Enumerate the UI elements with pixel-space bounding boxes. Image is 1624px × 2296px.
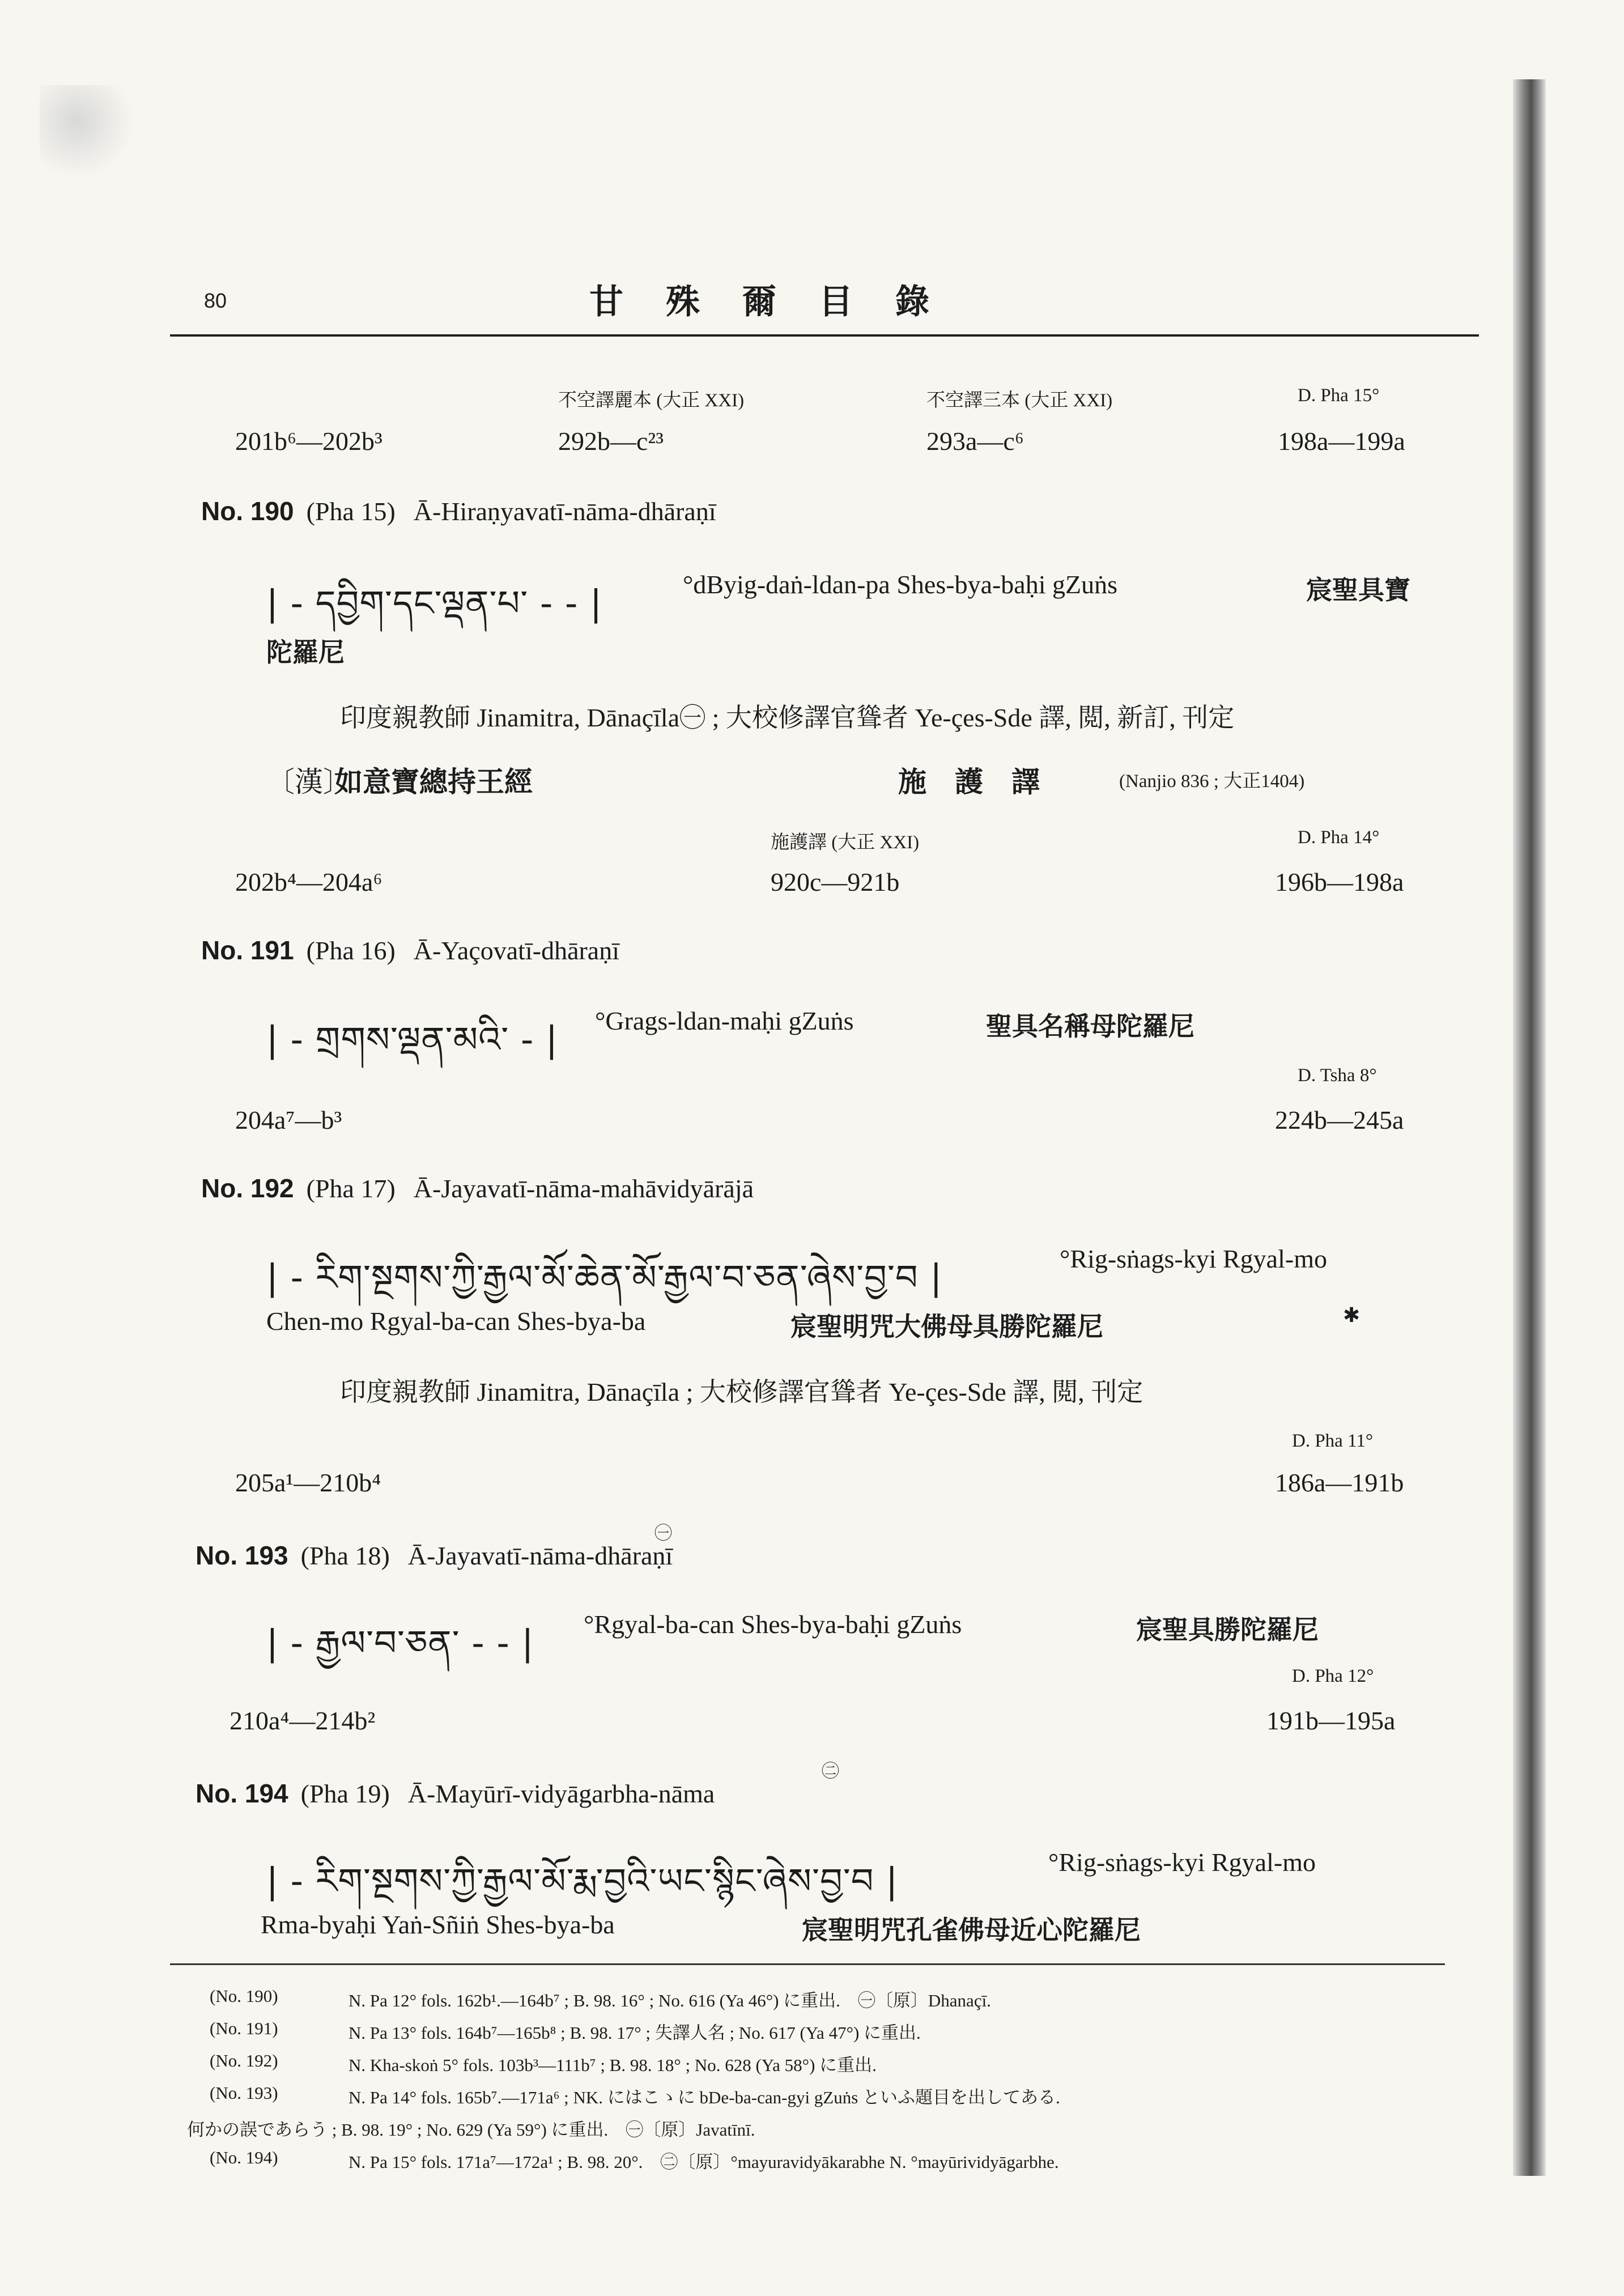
tibetan-title: | - རྒྱལ་བ་ཅན་ - - | [266,1622,534,1664]
entry-heading [201,496,716,526]
transliteration-cont: Rma-byaḥi Yaṅ-Sñiṅ Shes-bya-ba [261,1910,615,1939]
cjk-title-cont: 陀羅尼 [266,638,345,667]
cjk-title: 宸聖具寶 [1306,576,1410,605]
folio-range: 198a—199a [1278,427,1405,456]
transliteration: °Rig-sṅags-kyi Rgyal-mo [1060,1244,1327,1273]
ref-label: D. Pha 14° [1298,827,1380,848]
footnote-marker: ㊀ [654,1523,672,1543]
folio-range: 920c—921b [771,868,900,896]
footnote-divider [170,1963,1445,1965]
footnote-text: N. Pa 12° fols. 162b¹.—164b⁷ ; B. 98. 16° ; No. 616 (Ya 46°) に重出. ㊀〔原〕Dhanaçī. [348,1991,991,2010]
han-reference: (Nanjio 836 ; 大正1404) [1119,771,1305,792]
footnote-continuation: 何かの誤であらう ; B. 98. 19° ; No. 629 (Ya 59°) に重出. ㊀〔原〕Javatīnī. [187,2120,755,2140]
folio-range: 292b—c²³ [558,427,664,456]
ref-label: D. Tsha 8° [1298,1065,1377,1086]
entry-sanskrit: Ā-Hiraṇyavatī-nāma-dhāraṇī [413,497,716,526]
entry-number: No. 194 [195,1779,288,1808]
footnote-label: (No. 192) [210,2051,278,2070]
folio-range: 293a—c⁶ [926,427,1024,456]
entry-heading [195,1778,715,1809]
footnote-label: (No. 191) [210,2018,278,2038]
entry-sanskrit: Ā-Jayavatī-nāma-mahāvidyārājā [413,1174,754,1203]
folio-range: 191b—195a [1266,1706,1396,1735]
folio-range: 224b—245a [1275,1106,1404,1134]
page-title: 甘 殊 爾 目 錄 [589,283,946,321]
ref-label: 施護譯 (大正 XXI) [771,832,920,853]
ref-label-2: 不空譯三本 (大正 XXI) [926,390,1113,411]
page-number: 80 [204,289,227,312]
entry-number: No. 192 [201,1173,294,1203]
page-edge-shadow [1513,79,1546,2176]
transliteration: °Rgyal-ba-can Shes-bya-baḥi gZuṅs [584,1610,962,1639]
cjk-title: 宸聖具勝陀羅尼 [1136,1615,1319,1644]
ref-label-1: 不空譯麗本 (大正 XXI) [558,390,745,411]
translator-line: 印度親教師 Jinamitra, Dānaçīla㊀ ; 大校修譯官聳者 Ye-çes-Sde 譯, 閲, 新訂, 刊定 [340,703,1235,732]
entry-number: No. 190 [201,496,294,526]
folio-range: 186a—191b [1275,1468,1404,1497]
ref-label: D. Pha 11° [1292,1431,1374,1451]
folio-range: 210a⁴—214b² [229,1706,376,1735]
han-tag: 〔漢〕 [266,766,351,798]
entry-pha: (Pha 15) [306,497,396,526]
ref-label-3: D. Pha 15° [1298,385,1380,406]
cjk-title: 宸聖明咒孔雀佛母近心陀羅尼 [802,1916,1141,1945]
footnote-text: N. Pa 15° fols. 171a⁷—172a¹ ; B. 98. 20°. ㊁〔原〕°mayuravidyākarabhe N. °mayūrividyāgarbhe. [348,2152,1059,2172]
han-title: 如意寶總持王經 [334,766,533,798]
transliteration-cont: Chen-mo Rgyal-ba-can Shes-bya-ba [266,1307,646,1336]
entry-pha: (Pha 16) [306,936,396,965]
tibetan-title: | - དབྱིག་དང་ལྡན་པ་ - - | [266,582,603,624]
transliteration: °dByig-daṅ-ldan-pa Shes-bya-baḥi gZuṅs [683,570,1117,599]
folio-range: 196b—198a [1275,868,1404,896]
footnote-text: N. Pa 14° fols. 165b⁷.—171a⁶ ; NK. にはこゝに bDe-ba-can-gyi gZuṅs といふ題目を出してある. [348,2087,1060,2107]
translator-line: 印度親教師 Jinamitra, Dānaçīla ; 大校修譯官聳者 Ye-çes-Sde 譯, 閲, 刊定 [340,1377,1143,1406]
footnote-text: N. Kha-skoṅ 5° fols. 103b³—111b⁷ ; B. 98. 18° ; No. 628 (Ya 58°) に重出. [348,2055,877,2075]
han-translator: 施 護 譯 [898,766,1040,798]
footnote-label: (No. 194) [210,2148,278,2167]
entry-sanskrit: Ā-Mayūrī-vidyāgarbha-nāma [407,1779,715,1808]
footnote-label: (No. 190) [210,1986,278,2006]
entry-sanskrit: Ā-Jayavatī-nāma-dhāraṇī [407,1541,673,1570]
footnote-text: N. Pa 13° fols. 164b⁷—165b⁸ ; B. 98. 17° ; 失譯人名 ; No. 617 (Ya 47°) に重出. [348,2023,921,2043]
entry-heading [195,1540,673,1571]
entry-pha: (Pha 18) [300,1541,390,1570]
transliteration: °Grags-ldan-maḥi gZuṅs [595,1006,854,1035]
asterisk-mark: ✱ [1343,1304,1361,1326]
cjk-title: 宸聖明咒大佛母具勝陀羅尼 [790,1312,1103,1341]
entry-number: No. 191 [201,936,294,965]
entry-pha: (Pha 17) [306,1174,396,1203]
folio-range: 202b⁴—204a⁶ [235,868,382,896]
entry-number: No. 193 [195,1541,288,1570]
header-divider [170,334,1479,337]
scan-smudge [40,85,164,176]
entry-sanskrit: Ā-Yaçovatī-dhāraṇī [413,936,619,965]
transliteration: °Rig-sṅags-kyi Rgyal-mo [1048,1848,1316,1877]
folio-range: 204a⁷—b³ [235,1106,342,1134]
entry-heading [201,935,619,966]
ref-label: D. Pha 12° [1292,1666,1374,1686]
footnote-marker: ㊁ [822,1761,839,1781]
tibetan-title: | - གྲགས་ལྡན་མའི་ - | [266,1019,558,1060]
folio-range: 205a¹—210b⁴ [235,1468,381,1497]
entry-heading [201,1173,754,1204]
tibetan-title: | - རིག་སྔགས་ཀྱི་རྒྱལ་མོ་ཆེན་མོ་རྒྱལ་བ་ཅན་ཞེས་བྱ་བ | [266,1257,943,1298]
cjk-title: 聖具名稱母陀羅尼 [986,1012,1194,1041]
folio-range: 201b⁶—202b³ [235,427,382,456]
footnote-label: (No. 193) [210,2083,278,2103]
entry-pha: (Pha 19) [300,1779,390,1808]
tibetan-title: | - རིག་སྔགས་ཀྱི་རྒྱལ་མོ་རྨ་བྱའི་ཡང་སྙིང་ཞེས་བྱ་བ | [266,1860,899,1902]
